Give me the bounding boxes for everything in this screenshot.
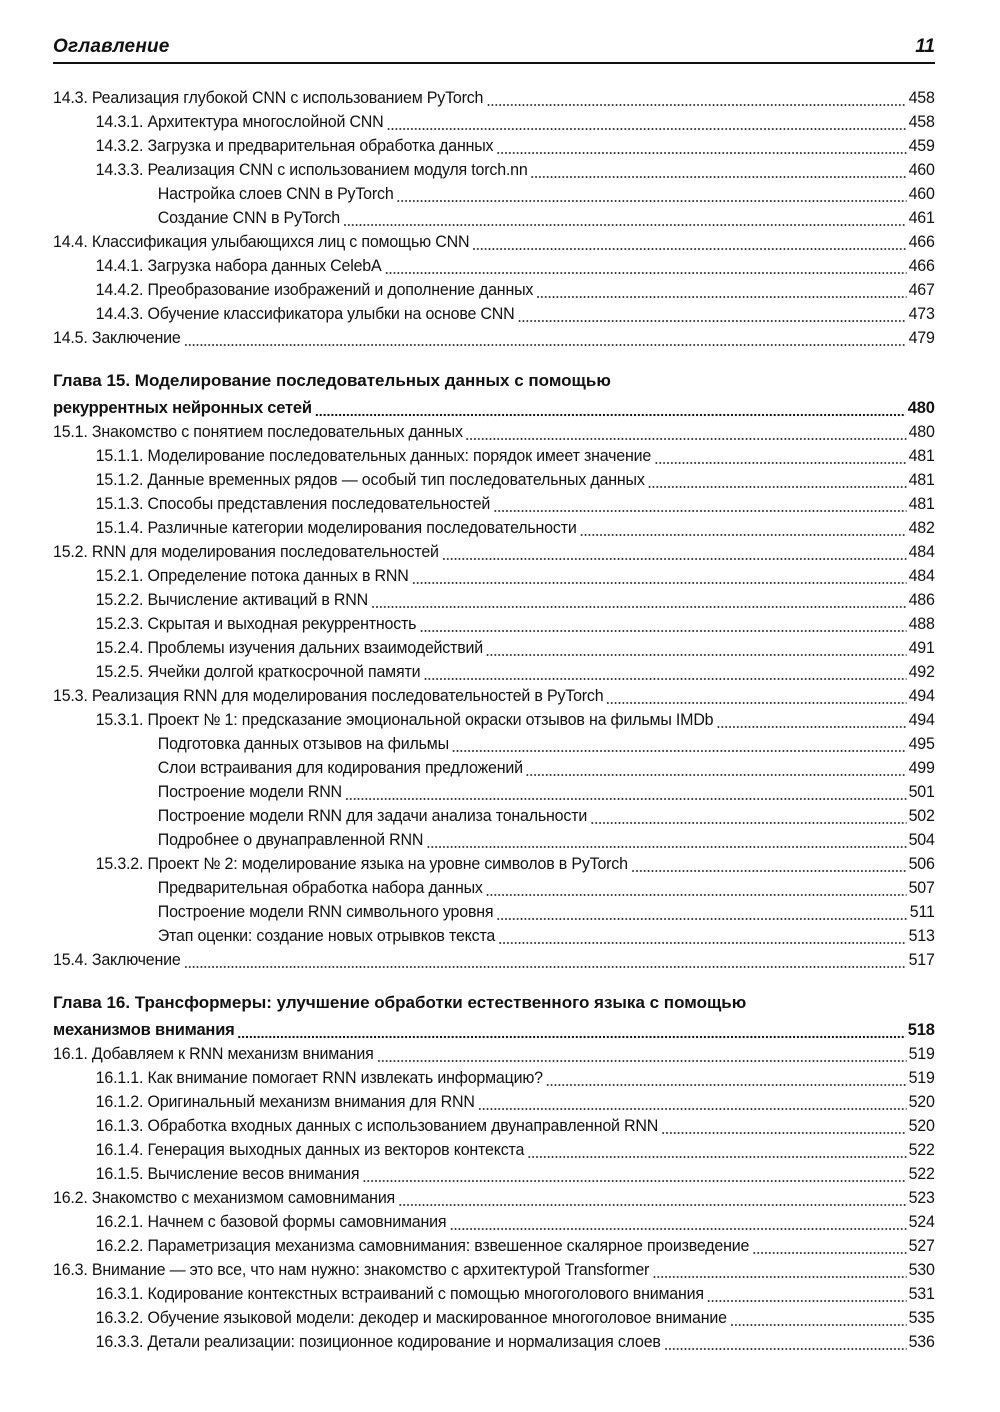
- toc-entry-text: 15.3.2. Проект № 2: моделирование языка на уровне символов в PyTorch: [95, 855, 628, 873]
- toc-entry-page: 458: [908, 89, 935, 107]
- toc-entry: [53, 180, 935, 204]
- toc-entry: [53, 754, 935, 778]
- toc-entry: [53, 1160, 935, 1184]
- toc-entry-text: 15.3. Реализация RNN для моделирования последовательностей в PyTorch: [53, 687, 604, 705]
- toc-entry-page: 523: [908, 1189, 935, 1207]
- toc-entry: [53, 586, 935, 610]
- toc-entry-page: 480: [908, 423, 935, 441]
- chapter-title-entry: [53, 1016, 935, 1040]
- toc-entry-text: 16.2.2. Параметризация механизма самовнимания: взвешенное скалярное произведение: [95, 1237, 750, 1255]
- chapter-title-line: Глава 16. Трансформеры: улучшение обработки естественного языка с помощью: [53, 993, 747, 1012]
- chapter-heading-16: [53, 992, 935, 1040]
- dot-leader: [579, 518, 906, 538]
- chapter-page: 518: [907, 1020, 935, 1039]
- dot-leader: [426, 830, 906, 850]
- dot-leader: [496, 902, 908, 922]
- toc-entry: [53, 156, 935, 180]
- dot-leader: [546, 1068, 907, 1088]
- toc-entry: [53, 850, 935, 874]
- dot-leader: [486, 88, 906, 108]
- toc-entry-page: 488: [908, 615, 935, 633]
- toc-section-16: [53, 1040, 935, 1352]
- toc-entry-text: 16.1.2. Оригинальный механизм внимания для RNN: [95, 1093, 475, 1111]
- toc-entry-page: 501: [908, 783, 935, 801]
- toc-entry-page: 479: [908, 329, 935, 347]
- page-number: 11: [915, 36, 935, 57]
- toc-entry-text: 15.2.1. Определение потока данных в RNN: [95, 567, 409, 585]
- toc-entry-text: 15.1. Знакомство с понятием последовательных данных: [53, 423, 463, 441]
- toc-entry-text: 16.3. Внимание — это все, что нам нужно: знакомство с архитектурой Transformer: [53, 1261, 650, 1279]
- toc-entry: [53, 1208, 935, 1232]
- toc-section-15: [53, 418, 935, 970]
- toc-entry-page: 460: [908, 161, 935, 179]
- toc-entry-page: 524: [908, 1213, 935, 1231]
- toc-entry: [53, 1184, 935, 1208]
- toc-entry-text: Подготовка данных отзывов на фильмы: [157, 735, 449, 753]
- dot-leader: [377, 1044, 907, 1064]
- toc-entry-page: 495: [908, 735, 935, 753]
- toc-entry: [53, 514, 935, 538]
- toc-entry-page: 502: [908, 807, 935, 825]
- toc-entry-page: 494: [908, 687, 935, 705]
- toc-entry-page: 520: [908, 1117, 935, 1135]
- dot-leader: [496, 136, 906, 156]
- toc-entry-page: 482: [908, 519, 935, 537]
- dot-leader: [184, 950, 907, 970]
- toc-entry-page: 504: [908, 831, 935, 849]
- toc-entry-text: 14.3.3. Реализация CNN с использованием модуля torch.nn: [95, 161, 528, 179]
- toc-entry-page: 467: [908, 281, 935, 299]
- toc-entry: [53, 300, 935, 324]
- dot-leader: [486, 878, 907, 898]
- dot-leader: [237, 1020, 905, 1040]
- dot-leader: [498, 926, 907, 946]
- toc-entry-page: 466: [908, 233, 935, 251]
- dot-leader: [184, 328, 907, 348]
- toc-entry-text: Слои встраивания для кодирования предложений: [157, 759, 523, 777]
- toc-entry-page: 481: [908, 447, 935, 465]
- chapter-title-line: рекуррентных нейронных сетей: [53, 398, 312, 417]
- dot-leader: [412, 566, 907, 586]
- toc-entry-text: Построение модели RNN символьного уровня: [157, 903, 494, 921]
- dot-leader: [384, 256, 906, 276]
- toc-entry-page: 522: [908, 1165, 935, 1183]
- toc-entry-page: 494: [908, 711, 935, 729]
- toc-entry-page: 519: [908, 1069, 935, 1087]
- dot-leader: [536, 280, 907, 300]
- toc-entry-page: 460: [908, 185, 935, 203]
- dot-leader: [517, 304, 906, 324]
- toc-entry: [53, 898, 935, 922]
- chapter-title-entry: [53, 394, 935, 418]
- dot-leader: [493, 494, 907, 514]
- dot-leader: [486, 638, 907, 658]
- dot-leader: [449, 1212, 906, 1232]
- toc-entry-text: 15.1.1. Моделирование последовательных данных: порядок имеет значение: [95, 447, 652, 465]
- toc-entry-page: 527: [908, 1237, 935, 1255]
- toc-entry: [53, 1040, 935, 1064]
- toc-entry: [53, 84, 935, 108]
- toc-entry: [53, 922, 935, 946]
- toc-entry: [53, 682, 935, 706]
- toc-entry-text: 15.3.1. Проект № 1: предсказание эмоциональной окраски отзывов на фильмы IMDb: [95, 711, 714, 729]
- dot-leader: [478, 1092, 907, 1112]
- chapter-page: 480: [907, 398, 935, 417]
- toc-entry: [53, 1112, 935, 1136]
- toc-entry-text: 16.1. Добавляем к RNN механизм внимания: [53, 1045, 374, 1063]
- toc-entry-text: 15.2. RNN для моделирования последовательностей: [53, 543, 439, 561]
- toc-entry-page: 491: [908, 639, 935, 657]
- dot-leader: [530, 160, 906, 180]
- dot-leader: [423, 662, 906, 682]
- toc-entry: [53, 1136, 935, 1160]
- toc-entry: [53, 826, 935, 850]
- dot-leader: [590, 806, 907, 826]
- toc-entry-page: 459: [908, 137, 935, 155]
- running-header-title: Оглавление: [53, 36, 170, 57]
- chapter-title-line: механизмов внимания: [53, 1020, 235, 1039]
- toc-entry-text: Этап оценки: создание новых отрывков текста: [157, 927, 496, 945]
- dot-leader: [707, 1284, 907, 1304]
- toc-entry-page: 486: [908, 591, 935, 609]
- toc-entry: [53, 324, 935, 348]
- toc-entry: [53, 252, 935, 276]
- toc-entry-page: 484: [908, 567, 935, 585]
- dot-leader: [398, 1188, 907, 1208]
- toc-entry: [53, 418, 935, 442]
- toc-entry-page: 522: [908, 1141, 935, 1159]
- toc-entry-page: 492: [908, 663, 935, 681]
- toc-entry: [53, 1088, 935, 1112]
- toc-entry-page: 520: [908, 1093, 935, 1111]
- toc-entry-page: 517: [908, 951, 935, 969]
- toc-entry-text: 15.1.2. Данные временных рядов — особый тип последовательных данных: [95, 471, 645, 489]
- toc-entry-page: 499: [908, 759, 935, 777]
- toc-entry-page: 513: [908, 927, 935, 945]
- toc-entry: [53, 442, 935, 466]
- toc-entry: [53, 132, 935, 156]
- toc-entry-text: 14.4. Классификация улыбающихся лиц с помощью CNN: [53, 233, 470, 251]
- toc-entry-page: 507: [908, 879, 935, 897]
- dot-leader: [452, 734, 907, 754]
- toc-entry: [53, 490, 935, 514]
- dot-leader: [419, 614, 906, 634]
- toc-entry: [53, 946, 935, 970]
- toc-entry: [53, 1280, 935, 1304]
- toc-entry: [53, 874, 935, 898]
- dot-leader: [527, 1140, 907, 1160]
- dot-leader: [362, 1164, 906, 1184]
- toc-entry-text: 16.2. Знакомство с механизмом самовнимания: [53, 1189, 396, 1207]
- toc-entry-text: 14.3.2. Загрузка и предварительная обработка данных: [95, 137, 494, 155]
- toc-entry-text: Настройка слоев CNN в PyTorch: [157, 185, 394, 203]
- toc-entry-text: 16.2.1. Начнем с базовой формы самовнимания: [95, 1213, 447, 1231]
- toc-entry-page: 535: [908, 1309, 935, 1327]
- chapter-heading-15: [53, 370, 935, 418]
- toc-entry-text: Подробнее о двунаправленной RNN: [157, 831, 424, 849]
- dot-leader: [664, 1332, 907, 1352]
- toc-entry-text: 16.1.1. Как внимание помогает RNN извлекать информацию?: [95, 1069, 543, 1087]
- toc-entry: [53, 1328, 935, 1352]
- toc-entry-text: 15.1.3. Способы представления последовательностей: [95, 495, 491, 513]
- dot-leader: [661, 1116, 907, 1136]
- dot-leader: [654, 446, 907, 466]
- toc-entry-text: Построение модели RNN: [157, 783, 342, 801]
- table-of-contents: [53, 84, 935, 1352]
- toc-entry: [53, 228, 935, 252]
- dot-leader: [631, 854, 907, 874]
- toc-entry-text: 14.3.1. Архитектура многослойной CNN: [95, 113, 384, 131]
- toc-entry-text: 15.4. Заключение: [53, 951, 181, 969]
- dot-leader: [648, 470, 907, 490]
- toc-entry-text: 16.1.3. Обработка входных данных с использованием двунаправленной RNN: [95, 1117, 659, 1135]
- dot-leader: [345, 782, 907, 802]
- toc-entry-page: 481: [908, 495, 935, 513]
- toc-entry-text: Построение модели RNN для задачи анализа тональности: [157, 807, 588, 825]
- dot-leader: [396, 184, 906, 204]
- toc-entry-page: 536: [908, 1333, 935, 1351]
- toc-entry: [53, 706, 935, 730]
- toc-entry: [53, 610, 935, 634]
- toc-entry: [53, 562, 935, 586]
- toc-entry-text: 16.3.2. Обучение языковой модели: декодер и маскированное многоголовое внимание: [95, 1309, 727, 1327]
- toc-entry-text: 14.4.3. Обучение классификатора улыбки на основе CNN: [95, 305, 515, 323]
- toc-entry-text: 15.2.3. Скрытая и выходная рекуррентность: [95, 615, 417, 633]
- toc-entry: [53, 466, 935, 490]
- toc-entry-page: 484: [908, 543, 935, 561]
- dot-leader: [716, 710, 906, 730]
- toc-entry-page: 511: [909, 903, 935, 921]
- toc-entry-text: 16.3.3. Детали реализации: позиционное кодирование и нормализация слоев: [95, 1333, 661, 1351]
- toc-entry: [53, 276, 935, 300]
- toc-entry-page: 461: [908, 209, 935, 227]
- toc-entry-text: 14.4.1. Загрузка набора данных CelebA: [95, 257, 382, 275]
- dot-leader: [343, 208, 907, 228]
- dot-leader: [652, 1260, 907, 1280]
- toc-entry-page: 506: [908, 855, 935, 873]
- toc-entry-text: 16.1.5. Вычисление весов внимания: [95, 1165, 360, 1183]
- toc-entry: [53, 538, 935, 562]
- running-header: [53, 32, 935, 64]
- toc-entry-text: 15.1.4. Различные категории моделирования последовательности: [95, 519, 577, 537]
- chapter-title-line: Глава 15. Моделирование последовательных данных с помощью: [53, 371, 611, 390]
- dot-leader: [472, 232, 906, 252]
- toc-entry: [53, 1232, 935, 1256]
- toc-entry: [53, 802, 935, 826]
- toc-entry: [53, 204, 935, 228]
- toc-entry-text: 16.3.1. Кодирование контекстных встраиваний с помощью многоголового внимания: [95, 1285, 704, 1303]
- toc-entry-text: 15.2.2. Вычисление активаций в RNN: [95, 591, 369, 609]
- toc-entry-text: 14.3. Реализация глубокой CNN с использованием PyTorch: [53, 89, 484, 107]
- toc-entry-page: 481: [908, 471, 935, 489]
- toc-entry: [53, 1256, 935, 1280]
- toc-entry-text: 15.2.4. Проблемы изучения дальних взаимодействий: [95, 639, 484, 657]
- toc-entry-page: 473: [908, 305, 935, 323]
- toc-entry-page: 519: [908, 1045, 935, 1063]
- toc-entry-page: 466: [908, 257, 935, 275]
- dot-leader: [371, 590, 907, 610]
- toc-entry: [53, 1304, 935, 1328]
- toc-entry: [53, 658, 935, 682]
- toc-entry-page: 530: [908, 1261, 935, 1279]
- toc-entry: [53, 778, 935, 802]
- toc-entry-page: 458: [908, 113, 935, 131]
- toc-entry-text: 14.4.2. Преобразование изображений и дополнение данных: [95, 281, 534, 299]
- toc-entry: [53, 634, 935, 658]
- dot-leader: [466, 422, 907, 442]
- toc-section-14: [53, 84, 935, 348]
- dot-leader: [606, 686, 906, 706]
- toc-entry: [53, 108, 935, 132]
- toc-entry-text: Предварительная обработка набора данных: [157, 879, 483, 897]
- toc-entry: [53, 1064, 935, 1088]
- dot-leader: [526, 758, 907, 778]
- toc-entry-text: Создание CNN в PyTorch: [157, 209, 341, 227]
- dot-leader: [730, 1308, 907, 1328]
- toc-entry-page: 531: [908, 1285, 935, 1303]
- toc-entry-text: 14.5. Заключение: [53, 329, 181, 347]
- toc-entry: [53, 730, 935, 754]
- dot-leader: [442, 542, 907, 562]
- toc-entry-text: 16.1.4. Генерация выходных данных из векторов контекста: [95, 1141, 525, 1159]
- dot-leader: [315, 398, 906, 418]
- dot-leader: [752, 1236, 907, 1256]
- toc-entry-text: 15.2.5. Ячейки долгой краткосрочной памяти: [95, 663, 421, 681]
- dot-leader: [386, 112, 906, 132]
